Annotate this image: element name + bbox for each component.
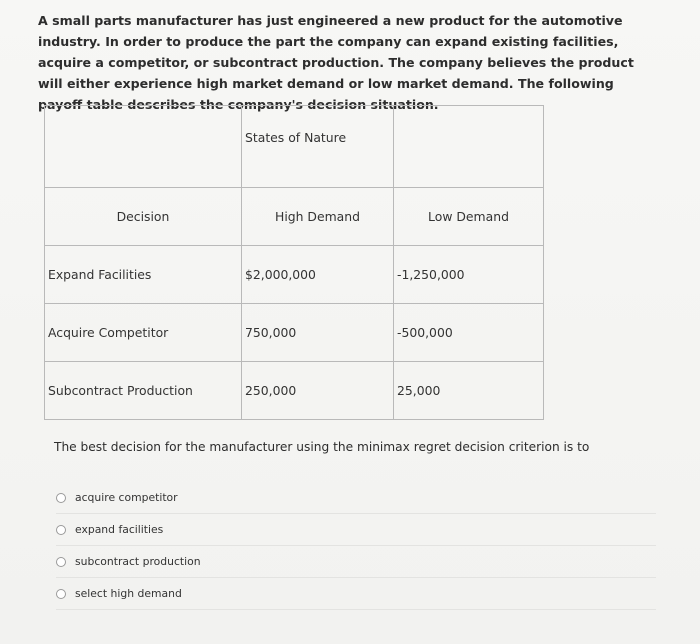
radio-button[interactable] bbox=[56, 557, 66, 567]
high-demand-cell: 750,000 bbox=[242, 304, 394, 362]
option-expand-facilities[interactable] bbox=[56, 514, 656, 546]
high-demand-header: High Demand bbox=[242, 188, 394, 246]
decision-cell: Expand Facilities bbox=[45, 246, 242, 304]
option-select-high-demand[interactable] bbox=[56, 578, 656, 610]
option-label: expand facilities bbox=[75, 523, 164, 536]
radio-button[interactable] bbox=[56, 589, 66, 599]
states-of-nature-header: States of Nature bbox=[242, 106, 394, 188]
option-label: subcontract production bbox=[75, 555, 201, 568]
empty-header-cell bbox=[45, 106, 242, 188]
high-demand-cell: 250,000 bbox=[242, 362, 394, 420]
low-demand-cell: -500,000 bbox=[394, 304, 544, 362]
empty-header-cell bbox=[394, 106, 544, 188]
table-header-row bbox=[45, 106, 544, 188]
table-subheader-row bbox=[45, 188, 544, 246]
low-demand-header: Low Demand bbox=[394, 188, 544, 246]
decision-cell: Acquire Competitor bbox=[45, 304, 242, 362]
option-subcontract-production[interactable] bbox=[56, 546, 656, 578]
answer-options bbox=[56, 482, 656, 610]
radio-button[interactable] bbox=[56, 525, 66, 535]
table-row bbox=[45, 304, 544, 362]
low-demand-cell: -1,250,000 bbox=[394, 246, 544, 304]
table-row bbox=[45, 246, 544, 304]
payoff-table bbox=[44, 105, 544, 420]
radio-button[interactable] bbox=[56, 493, 66, 503]
question-text: The best decision for the manufacturer using the minimax regret decision criterion is to bbox=[54, 440, 590, 454]
table-row bbox=[45, 362, 544, 420]
decision-cell: Subcontract Production bbox=[45, 362, 242, 420]
option-label: select high demand bbox=[75, 587, 182, 600]
question-intro: A small parts manufacturer has just engineered a new product for the automotive industry. In order to produce the part the company can expand existing facilities, acquire a competitor, or subcontract production. The company believes the product will either experience high market demand or low market demand. The following payoff table describes the company's decision situation. bbox=[38, 13, 634, 112]
option-label: acquire competitor bbox=[75, 491, 178, 504]
option-acquire-competitor[interactable] bbox=[56, 482, 656, 514]
high-demand-cell: $2,000,000 bbox=[242, 246, 394, 304]
low-demand-cell: 25,000 bbox=[394, 362, 544, 420]
decision-header: Decision bbox=[45, 188, 242, 246]
